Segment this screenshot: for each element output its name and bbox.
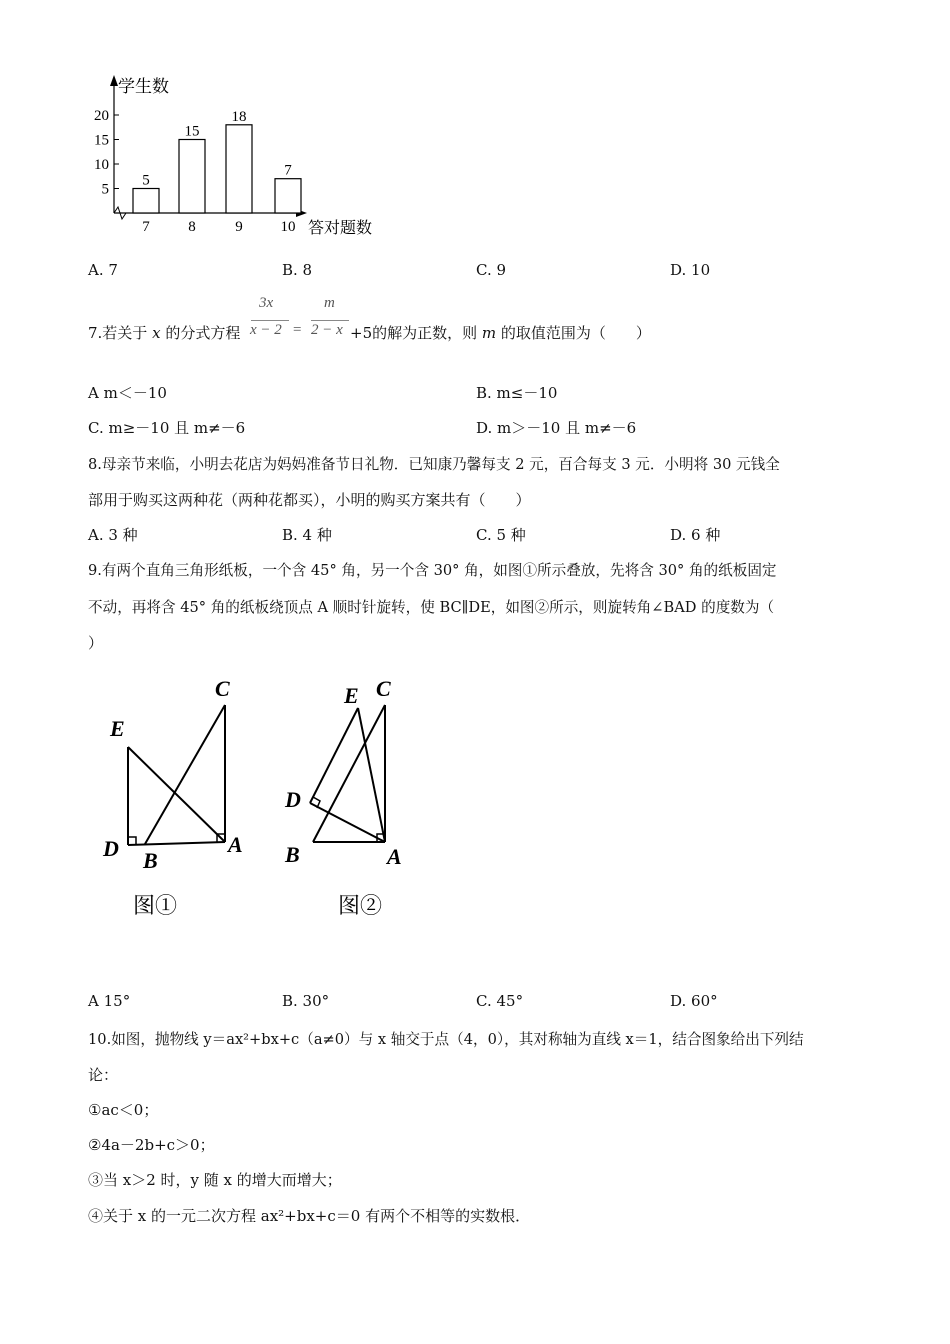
q8-option-b: B. 4 种 (282, 526, 332, 544)
y-tick-label: 20 (94, 108, 109, 124)
y-tick-label: 10 (94, 157, 109, 173)
q7-option-c: C. m≥－10 且 m≠－6 (88, 419, 246, 437)
q8-option-d: D. 6 种 (670, 526, 721, 544)
q8-line2: 部用于购买这两种花（两种花都买），小明的购买方案共有（ ） (88, 491, 531, 509)
fig2-segment-ea (358, 708, 385, 842)
fig2-label-d: D (285, 787, 301, 812)
q8-option-a: A. 3 种 (88, 526, 138, 544)
q9-line1: 9.有两个直角三角形纸板，一个含 45° 角，另一个含 30° 角，如图①所示叠放，先将含 30° 角的纸板固定 (88, 562, 777, 579)
q7-option-a: A m＜－10 (88, 384, 167, 402)
q7-stem-end: 的取值范围为（ ） (496, 324, 651, 342)
q7-stem-tail (350, 322, 651, 343)
bar-value-label: 18 (231, 108, 247, 125)
fig1-label-b: B (143, 848, 158, 873)
q6-option-a: A. 7 (88, 261, 118, 279)
fig1-label-e: E (110, 716, 125, 741)
bar (275, 179, 301, 213)
q7-stem-mid: 的分式方程 (160, 324, 241, 342)
bar-value-label: 5 (142, 172, 150, 189)
bar-value-label: 15 (184, 123, 200, 140)
q9-option-c: C. 45° (476, 992, 524, 1010)
y-axis-label: 学生数 (118, 77, 169, 96)
q10-conclusion-4: ④关于 x 的一元二次方程 ax²+bx+c＝0 有两个不相等的实数根． (88, 1207, 531, 1225)
fig2-label-a: A (387, 844, 402, 869)
fig1-caption: 图① (133, 893, 178, 918)
q7-frac2-num: m (324, 295, 335, 311)
q7-frac1-num: 3x (259, 295, 274, 311)
x-category-label: 8 (188, 219, 196, 235)
q7-frac2-bar (311, 320, 349, 321)
fig2-caption: 图② (338, 893, 383, 918)
x-category-label: 9 (235, 219, 243, 235)
x-category-label: 10 (280, 219, 296, 235)
q7-var-m: m (481, 324, 497, 342)
bar-chart (80, 70, 400, 245)
q10-conclusion-2: ②4a－2b+c＞0； (88, 1136, 215, 1154)
q7-stem-before: 7.若关于 (88, 324, 153, 342)
q8-option-c: C. 5 种 (476, 526, 526, 544)
fig1-label-a: A (228, 832, 243, 857)
fig2-label-b: B (285, 842, 300, 867)
q9-option-a: A 15° (88, 992, 131, 1010)
fig1-label-d: D (103, 836, 119, 861)
q10-conclusion-3: ③当 x＞2 时，y 随 x 的增大而增大； (88, 1171, 342, 1189)
q7-eq: = (293, 322, 302, 338)
x-category-label: 7 (142, 219, 150, 235)
fig1-segment-da (128, 842, 225, 845)
q7-stem-after: +5的解为正数，则 (350, 324, 482, 342)
fig1-label-c: C (215, 676, 230, 701)
q9-line2: 不动，再将含 45° 角的纸板绕顶点 A 顺时针旋转，使 BC∥DE，如图②所示，则旋转角∠BAD 的度数为（ (88, 599, 775, 616)
q6-option-b: B. 8 (282, 261, 313, 279)
q8-line1: 8.母亲节来临，小明去花店为妈妈准备节日礼物．已知康乃馨每支 2 元，百合每支 3 元．小明将 30 元钱全 (88, 456, 780, 473)
q9-figure-2 (280, 670, 430, 930)
q7-frac2-den: 2 − x (311, 322, 343, 338)
q7-frac1-den: x − 2 (250, 322, 282, 338)
q9-line3: ） (88, 634, 104, 652)
bar (133, 189, 159, 214)
q7-option-d: D. m＞－10 且 m≠－6 (476, 419, 637, 437)
q7-frac1-bar (251, 320, 289, 321)
q6-option-c: C. 9 (476, 261, 507, 279)
x-axis-label: 答对题数 (308, 220, 373, 237)
q10-conclusion-1: ①ac＜0； (88, 1101, 159, 1119)
bar-value-label: 7 (284, 162, 292, 179)
q9-option-b: B. 30° (282, 992, 330, 1010)
q7-option-b: B. m≤－10 (476, 384, 558, 402)
fig2-segment-ed (310, 708, 358, 803)
fig1-segment-ea (128, 747, 225, 842)
q9-figure-1 (95, 670, 265, 930)
y-axis-arrow (110, 75, 118, 86)
fig2-label-e: E (344, 683, 359, 708)
q9-option-d: D. 60° (670, 992, 718, 1010)
y-tick-label: 15 (94, 132, 109, 149)
bar (226, 125, 252, 213)
q10-line2: 论： (88, 1066, 119, 1084)
q6-option-d: D. 10 (670, 261, 711, 279)
fig2-segment-da (310, 803, 385, 842)
q7-var-x: x (152, 324, 161, 342)
bar (179, 140, 205, 214)
q10-line1: 10.如图，抛物线 y＝ax²+bx+c（a≠0）与 x 轴交于点（4，0），其对称轴为直线 x＝1，结合图象给出下列结 (88, 1031, 804, 1048)
q7-stem (88, 322, 240, 343)
fig2-label-c: C (376, 676, 391, 701)
y-tick-label: 5 (101, 181, 109, 198)
